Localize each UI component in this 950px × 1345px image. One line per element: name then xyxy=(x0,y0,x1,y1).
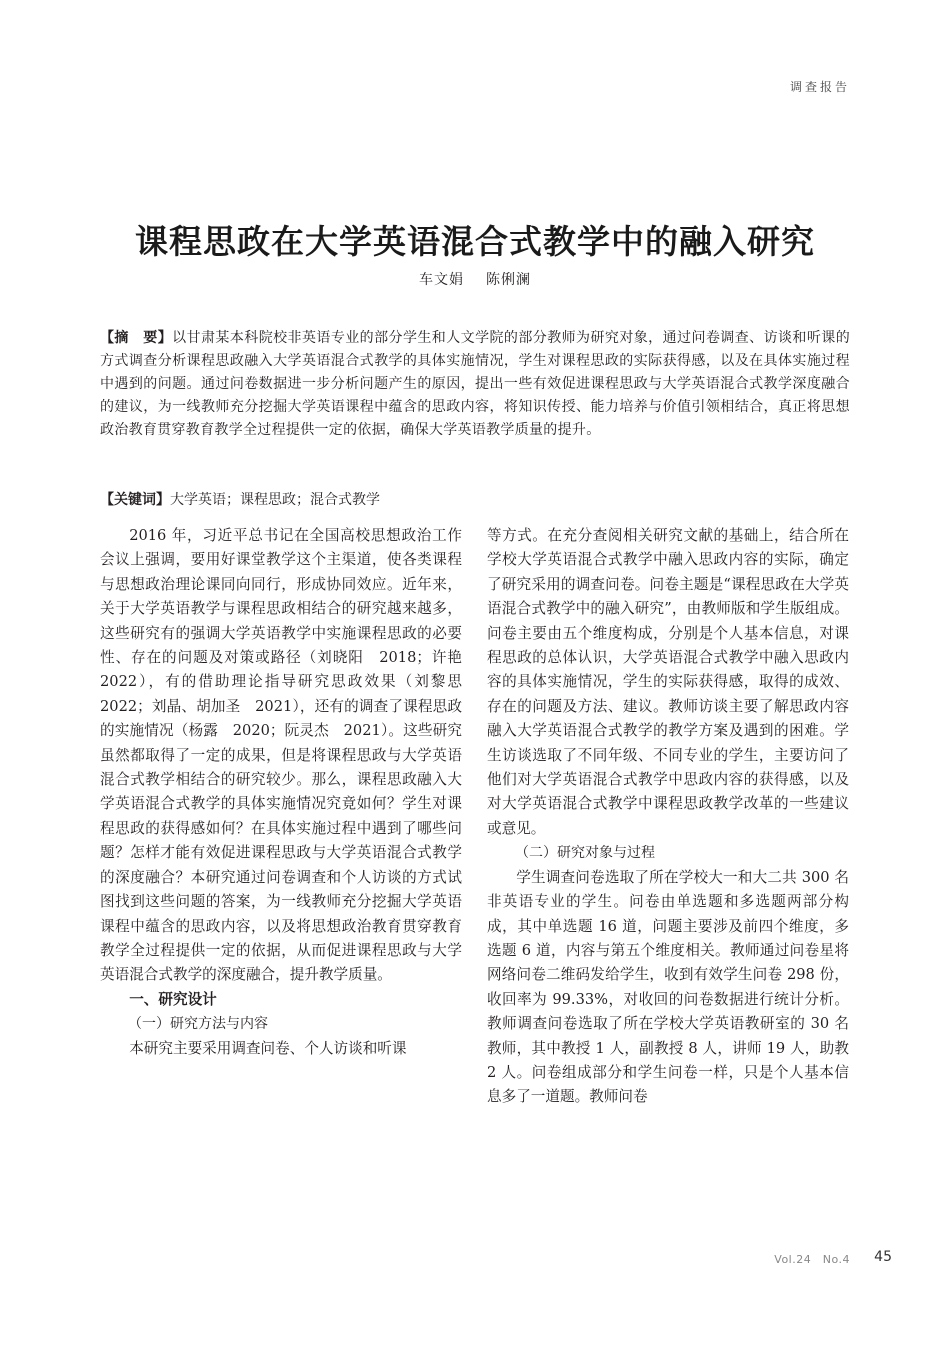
body-paragraph: 学生调查问卷选取了所在学校大一和大二共 300 名非英语专业的学生。问卷由单选题和多选题两部分构成，其中单选题 16 道，问题主要涉及前四个维度，多选题 6 道，内容与第五个维度相关。教师通过问卷星将网络问卷二维码发给学生，收到有效学生问卷 298 份，收回率为 99.33%，对收回的问卷数据进行统计分析。教师调查问卷选取了所在学校大学英语教研室的 30 名教师，其中教授 1 人，副教授 8 人，讲师 19 人，助教 2 人。问卷组成部分和学生问卷一样，只是个人基本信息多了一道题。教师问卷 xyxy=(487,868,849,1106)
subsection-heading: （二）研究对象与过程 xyxy=(515,845,655,862)
section-label: 调查报告 xyxy=(789,80,850,94)
body-paragraph: 本研究主要采用调查问卷、个人访谈和听课 xyxy=(129,1039,407,1057)
keywords-text: 大学英语；课程思政；混合式教学 xyxy=(170,492,380,508)
keywords xyxy=(100,489,850,512)
abstract-text: 以甘肃某本科院校非英语专业的部分学生和人文学院的部分教师为研究对象，通过问卷调查、访谈和听课的方式调查分析课程思政融入大学英语混合式教学的具体实施情况，学生对课程思政的实际获得感，以及在具体实施过程中遇到的问题。通过问卷数据进一步分析问题产生的原因，提出一些有效促进课程思政与大学英语混合式教学深度融合的建议，为一线教师充分挖掘大学英语课程中蕴含的思政内容，将知识传授、能力培养与价值引领相结合，真正将思想政治教育贯穿教育教学全过程提供一定的依据，确保大学英语教学质量的提升。 xyxy=(100,330,851,438)
body-column-right xyxy=(487,524,849,1110)
volume-issue: Vol.24 No.4 xyxy=(774,1253,850,1266)
abstract-label: 【摘 要】 xyxy=(100,330,173,346)
section-heading: 一、研究设计 xyxy=(129,990,217,1008)
page-number: 45 xyxy=(874,1249,892,1265)
subsection-heading: （一）研究方法与内容 xyxy=(128,1016,268,1033)
body-paragraph: 2016 年，习近平总书记在全国高校思想政治工作会议上强调，要用好课堂教学这个主渠道，使各类课程与思想政治理论课同向同行，形成协同效应。近年来，关于大学英语教学与课程思政相结合的研究越来越多，这些研究有的强调大学英语教学中实施课程思政的必要性、存在的问题及对策或路径（刘晓阳 2018；许艳 2022），有的借助理论指导研究思政效果（刘黎思 2022；刘晶、胡加圣 2021），还有的调查了课程思政的实施情况（杨露 2020；阮灵杰 2021）。这些研究虽然都取得了一定的成果，但是将课程思政与大学英语混合式教学相结合的研究较少。那么，课程思政融入大学英语混合式教学的具体实施情况究竟如何？学生对课程思政的获得感如何？在具体实施过程中遇到了哪些问题？怎样才能有效促进课程思政与大学英语混合式教学的深度融合？本研究通过问卷调查和个人访谈的方式试图找到这些问题的答案，为一线教师充分挖掘大学英语课程中蕴含的思政内容，以及将思想政治教育贯穿教育教学全过程提供一定的依据，从而促进课程思政与大学英语混合式教学的深度融合，提升教学质量。 xyxy=(100,527,477,984)
body-paragraph: 等方式。在充分查阅相关研究文献的基础上，结合所在学校大学英语混合式教学中融入思政内容的实际，确定了研究采用的调查问卷。问卷主题是“课程思政在大学英语混合式教学中的融入研究”，由教师版和学生版组成。问卷主要由五个维度构成，分别是个人基本信息，对课程思政的总体认识，大学英语混合式教学中融入思政内容的具体实施情况，学生的实际获得感，取得的成效、存在的问题及方法、建议。教师访谈主要了解思政内容融入大学英语混合式教学的教学方案及遇到的困难。学生访谈选取了不同年级、不同专业的学生，主要访问了他们对大学英语混合式教学中思政内容的获得感，以及对大学英语混合式教学中课程思政教学改革的一些建议或意见。 xyxy=(487,527,849,837)
body-column-left xyxy=(100,524,477,1061)
article-title: 课程思政在大学英语混合式教学中的融入研究 xyxy=(135,222,815,261)
keywords-label: 【关键词】 xyxy=(100,492,170,508)
abstract xyxy=(100,327,850,442)
author-name: 车文娟 xyxy=(419,272,464,288)
author-name: 陈俐澜 xyxy=(486,272,531,288)
authors xyxy=(0,269,950,289)
